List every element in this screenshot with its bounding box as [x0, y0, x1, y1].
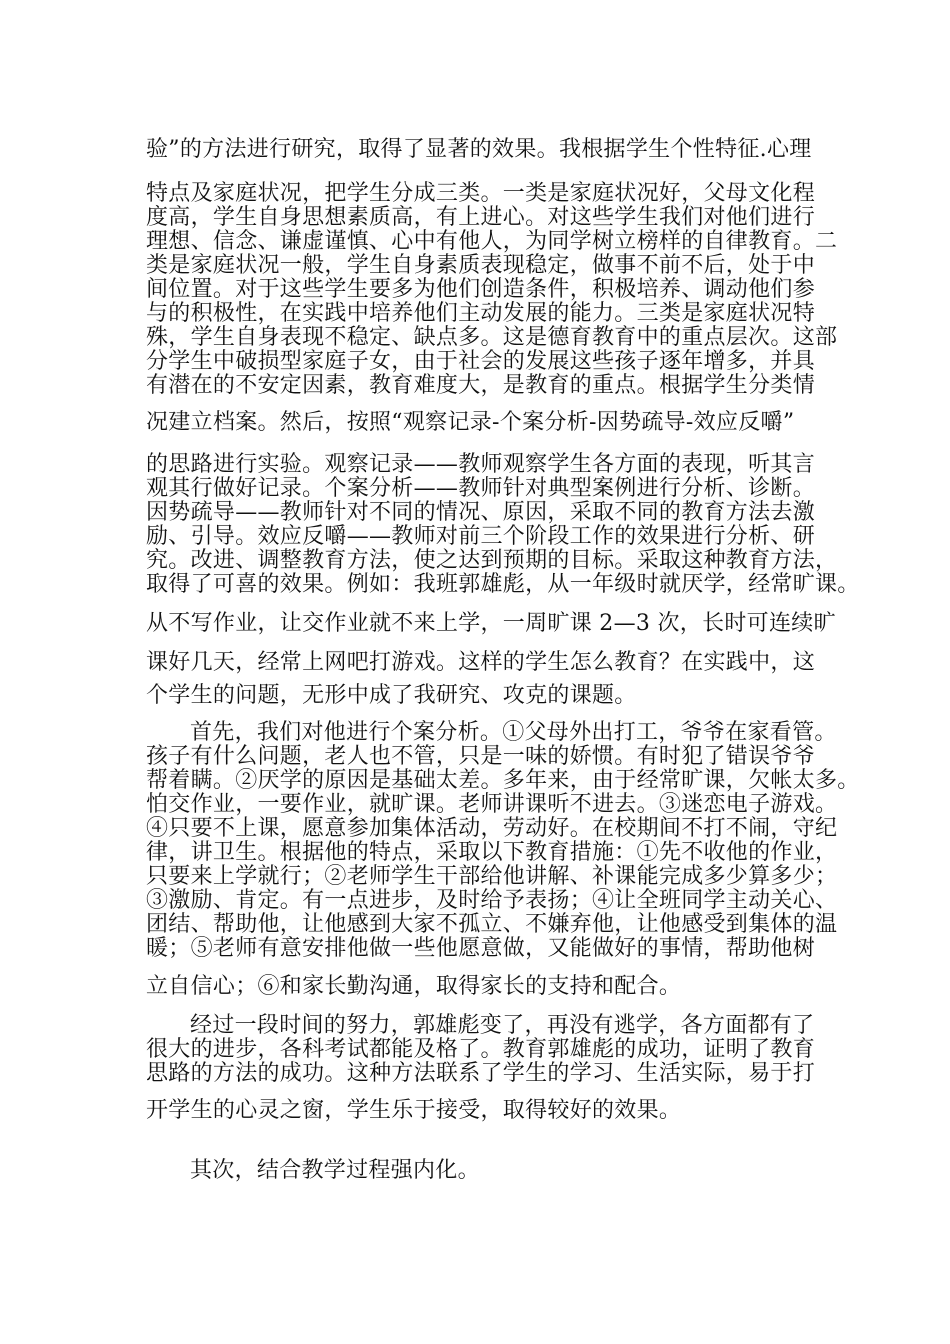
- text-line: 有潜在的不安定因素，教育难度大，是教育的重点。根据学生分类情: [146, 373, 816, 398]
- text-line: 特点及家庭状况，把学生分成三类。一类是家庭状况好，父母文化程: [146, 181, 816, 206]
- text-line: 首先，我们对他进行个案分析。①父母外出打工，爷爷在家看管。: [190, 720, 837, 745]
- text-line: 与的积极性，在实践中培养他们主动发展的能力。三类是家庭状况特: [146, 301, 816, 326]
- text-line: 类是家庭状况一般，学生自身素质表现稳定，做事不前不后，处于中: [146, 253, 816, 278]
- text-line: 课好几天，经常上网吧打游戏。这样的学生怎么教育？在实践中，这: [146, 650, 816, 675]
- text-line: ④只要不上课，愿意参加集体活动，劳动好。在校期间不打不闹，守纪: [146, 816, 838, 841]
- text-line: 律，讲卫生。根据他的特点，采取以下教育措施：①先不收他的作业，: [146, 840, 838, 865]
- text-line: 间位置。对于这些学生要多为他们创造条件，积极培养、调动他们参: [146, 277, 816, 302]
- text-line: 思路的方法的成功。这种方法联系了学生的学习、生活实际，易于打: [146, 1061, 816, 1086]
- text-line: 孩子有什么问题，老人也不管，只是一味的娇惯。有时犯了错误爷爷: [146, 744, 816, 769]
- text-line: 帮着瞒。②厌学的原因是基础太差。多年来，由于经常旷课，欠帐太多。: [146, 768, 860, 793]
- text-line: 暖；⑤老师有意安排他做一些他愿意做，又能做好的事情，帮助他树: [146, 936, 816, 961]
- text-line: 怕交作业，一要作业，就旷课。老师讲课听不进去。③迷恋电子游戏。: [146, 792, 838, 817]
- text-line: 很大的进步，各科考试都能及格了。教育郭雄彪的成功，证明了教育: [146, 1037, 816, 1062]
- text-line: 团结、帮助他，让他感到大家不孤立、不嫌弃他，让他感受到集体的温: [146, 912, 838, 937]
- text-line: 理想、信念、谦虚谨慎、心中有他人，为同学树立榜样的自律教育。二: [146, 229, 838, 254]
- text-line: 验”的方法进行研究，取得了显著的效果。我根据学生个性特征.心理: [146, 137, 812, 162]
- text-line: 的思路进行实验。观察记录——教师观察学生各方面的表现，听其言: [146, 452, 816, 477]
- text-line: 因势疏导——教师针对不同的情况、原因，采取不同的教育方法去激: [146, 500, 816, 525]
- text-line: 经过一段时间的努力，郭雄彪变了，再没有逃学，各方面都有了: [190, 1013, 815, 1038]
- text-line: 究。改进、调整教育方法，使之达到预期的目标。采取这种教育方法，: [146, 548, 838, 573]
- text-line: 况建立档案。然后，按照“观察记录-个案分析-因势疏导-效应反嚼”: [146, 410, 795, 435]
- text-line: 个学生的问题，无形中成了我研究、攻克的课题。: [146, 683, 637, 708]
- text-line: 取得了可喜的效果。例如：我班郭雄彪，从一年级时就厌学，经常旷课。: [146, 572, 860, 597]
- text-line: 从不写作业，让交作业就不来上学，一周旷课 2—3 次，长时可连续旷: [146, 611, 836, 636]
- text-line: 其次，结合教学过程强内化。: [190, 1158, 480, 1183]
- text-line: 立自信心；⑥和家长勤沟通，取得家长的支持和配合。: [146, 974, 682, 999]
- text-line: 殊，学生自身表现不稳定、缺点多。这是德育教育中的重点层次。这部: [146, 325, 838, 350]
- text-line: 开学生的心灵之窗，学生乐于接受，取得较好的效果。: [146, 1098, 682, 1123]
- text-line: 度高，学生自身思想素质高，有上进心。对这些学生我们对他们进行: [146, 205, 816, 230]
- text-line: 只要来上学就行；②老师学生干部给他讲解、补课能完成多少算多少；: [146, 864, 838, 889]
- text-line: ③激励、肯定。有一点进步，及时给予表扬；④让全班同学主动关心、: [146, 888, 838, 913]
- text-line: 励、引导。效应反嚼——教师对前三个阶段工作的效果进行分析、研: [146, 524, 816, 549]
- text-line: 观其行做好记录。个案分析——教师针对典型案例进行分析、诊断。: [146, 476, 816, 501]
- text-line: 分学生中破损型家庭子女，由于社会的发展这些孩子逐年增多，并具: [146, 349, 816, 374]
